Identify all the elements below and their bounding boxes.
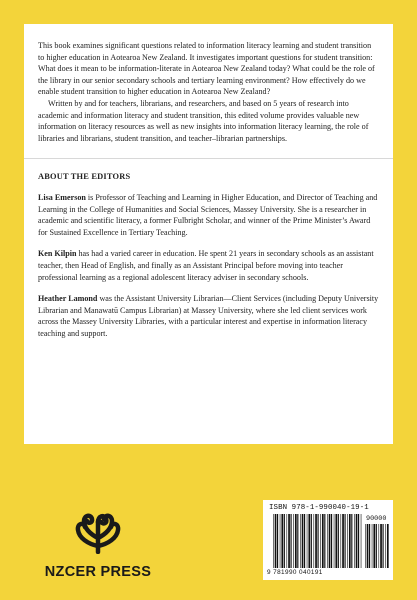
editor-name: Lisa Emerson bbox=[38, 192, 86, 202]
isbn-label: ISBN 978-1-990040-19-1 bbox=[269, 504, 369, 512]
editor-bio-lisa-emerson bbox=[38, 192, 379, 238]
barcode-bar bbox=[372, 524, 373, 568]
barcode-bar bbox=[351, 514, 352, 568]
barcode-bar bbox=[273, 514, 274, 568]
barcode-bar bbox=[383, 524, 384, 568]
barcode-bar bbox=[369, 524, 370, 568]
barcode-bar bbox=[307, 514, 308, 568]
barcode-addon-number: 90000 bbox=[366, 515, 387, 523]
isbn-barcode bbox=[263, 500, 393, 580]
barcode-bar bbox=[281, 514, 283, 568]
barcode-bar bbox=[387, 524, 389, 568]
barcode-bar bbox=[315, 514, 317, 568]
barcode-bar bbox=[297, 514, 298, 568]
barcode-bar bbox=[338, 514, 339, 568]
barcode-bar bbox=[302, 514, 304, 568]
barcode-bar bbox=[341, 514, 342, 568]
koru-logo-icon bbox=[72, 510, 124, 554]
barcode-bar bbox=[280, 514, 281, 568]
barcode-bar bbox=[345, 514, 346, 568]
editor-bio-heather-lamond bbox=[38, 293, 379, 339]
publisher-logo bbox=[28, 510, 168, 588]
barcode-bar bbox=[354, 514, 355, 568]
barcode-bar bbox=[365, 524, 366, 568]
description-paragraph-1: This book examines significant questions related to information literacy learning and student transition to higher education in Aotearoa New Zealand. It investigates important questions for student transition: What does it mean to be information-literate in Aotearoa New Zealand today? What could be the role of the library in our senior secondary schools and tertiary learning environment? How effectively do we enable student transition to higher education in Aotearoa New Zealand? bbox=[38, 41, 375, 97]
editor-bio-ken-kilpin bbox=[38, 248, 379, 283]
barcode-bar bbox=[358, 514, 359, 568]
barcode-bar bbox=[334, 514, 335, 568]
barcode-bar bbox=[295, 514, 297, 568]
barcode-bar bbox=[331, 514, 332, 568]
barcode-bar bbox=[335, 514, 337, 568]
barcode-bar bbox=[275, 514, 277, 568]
barcode-bar bbox=[288, 514, 290, 568]
barcode-bar bbox=[318, 514, 319, 568]
barcode-bar bbox=[373, 524, 375, 568]
barcode-bar bbox=[284, 514, 285, 568]
barcode-bar bbox=[291, 514, 292, 568]
editor-bio-text: has had a varied career in education. He spent 21 years in secondary schools as an assistant teacher, then Head of English, and finally as an Assistant Principal before moving into teacher professional learning as a regional adolescent literacy adviser in secondary schools. bbox=[38, 249, 374, 282]
barcode-bar bbox=[349, 514, 351, 568]
barcode-bar bbox=[367, 524, 369, 568]
barcode-bar bbox=[277, 514, 278, 568]
barcode-bar bbox=[314, 514, 315, 568]
barcode-bar bbox=[376, 524, 377, 568]
editor-name: Heather Lamond bbox=[38, 294, 98, 304]
barcode-bar bbox=[342, 514, 344, 568]
barcode-bars bbox=[263, 500, 393, 580]
barcode-bar bbox=[320, 514, 321, 568]
barcode-bar bbox=[327, 514, 328, 568]
barcode-bar bbox=[324, 514, 325, 568]
barcode-bar bbox=[287, 514, 288, 568]
barcode-bar bbox=[322, 514, 324, 568]
barcode-bar bbox=[379, 524, 380, 568]
barcode-bar bbox=[329, 514, 331, 568]
barcode-bar bbox=[304, 514, 305, 568]
section-divider bbox=[24, 158, 393, 159]
editor-name: Ken Kilpin bbox=[38, 249, 77, 259]
editors-heading: ABOUT THE EDITORS bbox=[38, 172, 131, 182]
barcode-bar bbox=[293, 514, 294, 568]
barcode-bar bbox=[308, 514, 310, 568]
barcode-bar bbox=[385, 524, 386, 568]
barcode-ean-digits: 9 781990 040191 bbox=[267, 569, 323, 576]
barcode-bar bbox=[300, 514, 301, 568]
barcode-bar bbox=[361, 514, 362, 568]
description-paragraph-2: Written by and for teachers, librarians, and researchers, and based on 5 years of research into academic and information literacy and student transition, this edited volume provides valuable new information on literacy resources as well as new insights into information literacy learning, the role of libraries and librarians, student transition, and teacher–librarian partnerships. bbox=[38, 98, 369, 143]
barcode-bar bbox=[311, 514, 312, 568]
editor-bio-text: was the Assistant University Librarian—Client Services (including Deputy University Librarian and Manawatū Campus Librarian) at Massey University, where she led client services work across the Massey University Libraries, with a particular interest and expertise in information literacy teaching and support. bbox=[38, 294, 379, 338]
barcode-bar bbox=[356, 514, 358, 568]
back-cover-text-panel bbox=[24, 24, 393, 444]
publisher-name: NZCER PRESS bbox=[44, 564, 152, 580]
barcode-bar bbox=[380, 524, 382, 568]
barcode-bar bbox=[347, 514, 348, 568]
editor-bio-text: is Professor of Teaching and Learning in Higher Education, and Director of Teaching and Learning in the College of Humanities and Social Sciences, Massey University. She is a researcher in academic and scientific literacy, a former Fulbright Scholar, and winner of the Prime Minister’s Award for Sustained Excellence in Tertiary Teaching. bbox=[38, 192, 378, 237]
